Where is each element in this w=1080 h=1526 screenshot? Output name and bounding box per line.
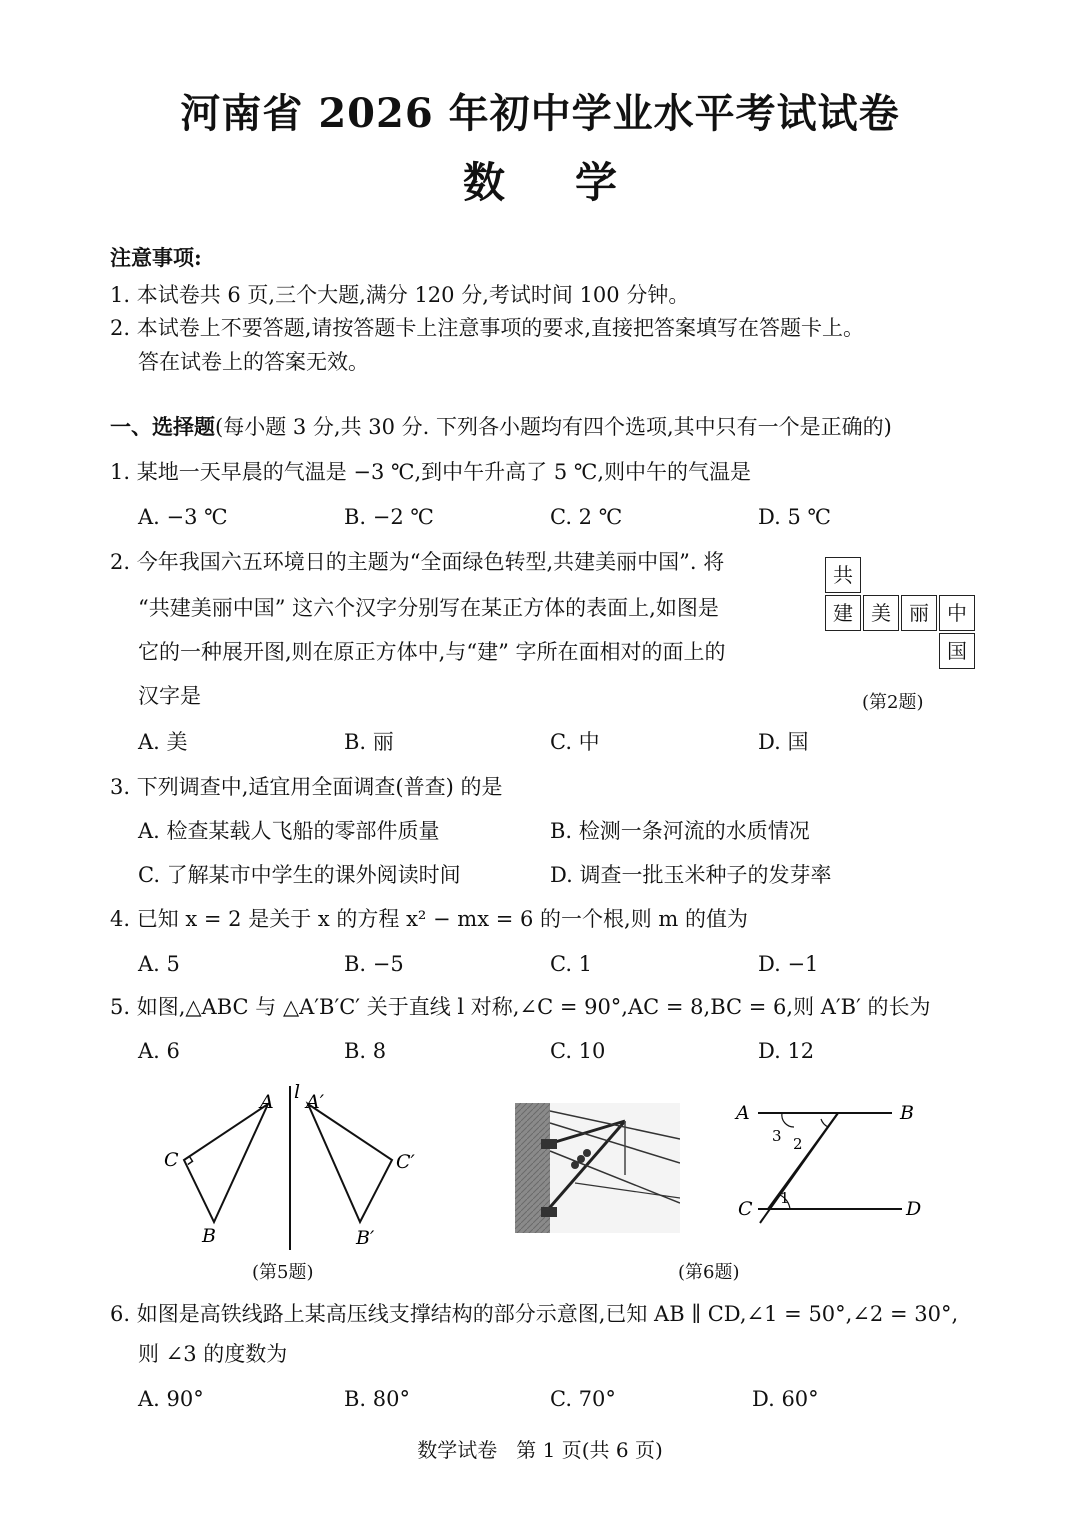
q1-option-c: C. 2 ℃ (550, 505, 623, 529)
q5-option-c: C. 10 (550, 1039, 606, 1063)
q2-figure-caption: (第2题) (862, 692, 924, 713)
net-cell-gong: 共 (825, 557, 861, 593)
q2-stem-line3: 它的一种展开图,则在原正方体中,与“建” 字所在面相对的面上的 (138, 640, 726, 664)
q2-option-b: B. 丽 (344, 730, 394, 754)
q2-stem-line2: “共建美丽中国” 这六个汉字分别写在某正方体的表面上,如图是 (138, 596, 719, 620)
net-cell-jian: 建 (825, 595, 861, 631)
label-b: B (202, 1225, 216, 1247)
label-b-prime: B′ (356, 1227, 375, 1249)
label-b: B (900, 1102, 914, 1124)
q4-stem: 4. 已知 x = 2 是关于 x 的方程 x² − mx = 6 的一个根,则 m 的值为 (110, 907, 748, 931)
q1-option-b: B. −2 ℃ (344, 505, 434, 529)
q5-figure-triangles (150, 1078, 450, 1258)
q5-option-b: B. 8 (344, 1039, 387, 1063)
net-cell-li: 丽 (901, 595, 937, 631)
q5-stem: 5. 如图,△ABC 与 △A′B′C′ 关于直线 l 对称,∠C = 90°,AC = 8,BC = 6,则 A′B′ 的长为 (110, 995, 931, 1019)
q6-option-c: C. 70° (550, 1387, 616, 1411)
q1-option-d: D. 5 ℃ (758, 505, 831, 529)
triangle-abc (184, 1104, 268, 1222)
q2-option-a: A. 美 (138, 730, 188, 754)
q4-option-b: B. −5 (344, 952, 404, 976)
q4-option-a: A. 5 (138, 952, 180, 976)
angle-1-label: 1 (780, 1189, 790, 1207)
label-a-prime: A′ (306, 1091, 325, 1113)
q4-option-d: D. −1 (758, 952, 819, 976)
q2-stem-line4: 汉字是 (138, 684, 201, 708)
label-c-prime: C′ (396, 1151, 415, 1173)
label-c: C (164, 1149, 179, 1171)
section1-desc: (每小题 3 分,共 30 分. 下列各小题均有四个选项,其中只有一个是正确的) (215, 415, 892, 439)
q4-option-c: C. 1 (550, 952, 593, 976)
label-c: C (738, 1198, 753, 1220)
q6-option-b: B. 80° (344, 1387, 411, 1411)
q6-figure-parallel-lines (730, 1097, 930, 1227)
q2-option-c: C. 中 (550, 730, 600, 754)
q2-option-d: D. 国 (758, 730, 809, 754)
label-d: D (906, 1198, 922, 1220)
q5-figure-caption: (第5题) (252, 1262, 314, 1283)
q6-stem-line1: 6. 如图是高铁线路上某高压线支撑结构的部分示意图,已知 AB ∥ CD,∠1 = 50°,∠2 = 30°, (110, 1302, 959, 1326)
q3-option-d: D. 调查一批玉米种子的发芽率 (550, 863, 832, 887)
subject-title: 数学 (462, 158, 687, 207)
q3-stem: 3. 下列调查中,适宜用全面调查(普查) 的是 (110, 775, 503, 799)
label-l: l (294, 1081, 301, 1103)
q5-option-a: A. 6 (138, 1039, 180, 1063)
triangle-a-prime-b-prime-c-prime (308, 1104, 392, 1222)
exam-title: 河南省 2026 年初中学业水平考试试卷 (180, 90, 900, 137)
net-cell-mei: 美 (863, 595, 899, 631)
q6-stem-line2: 则 ∠3 的度数为 (138, 1342, 288, 1366)
page-footer: 数学试卷 第 1 页(共 6 页) (417, 1438, 663, 1462)
q1-stem: 1. 某地一天早晨的气温是 −3 ℃,到中午升高了 5 ℃,则中午的气温是 (110, 460, 752, 484)
net-cell-guo: 国 (939, 633, 975, 669)
q5-option-d: D. 12 (758, 1039, 815, 1063)
q3-option-b: B. 检测一条河流的水质情况 (550, 819, 810, 843)
q3-option-a: A. 检查某载人飞船的零部件质量 (138, 819, 440, 843)
section1-header (110, 413, 892, 441)
notice-item-1: 1. 本试卷共 6 页,三个大题,满分 120 分,考试时间 100 分钟。 (110, 283, 690, 307)
q2-stem-line1: 2. 今年我国六五环境日的主题为“全面绿色转型,共建美丽中国”. 将 (110, 550, 725, 574)
q6-support-structure-photo (515, 1103, 680, 1233)
q3-option-c: C. 了解某市中学生的课外阅读时间 (138, 863, 461, 887)
notice-item-2: 2. 本试卷上不要答题,请按答题卡上注意事项的要求,直接把答案填写在答题卡上。 (110, 316, 865, 340)
label-a: A (260, 1091, 274, 1113)
section1-heading: 一、选择题 (110, 414, 215, 439)
net-cell-zhong: 中 (939, 595, 975, 631)
notice-item-2-cont: 答在试卷上的答案无效。 (138, 350, 369, 374)
angle-3-label: 3 (772, 1127, 782, 1145)
q1-option-a: A. −3 ℃ (138, 505, 228, 529)
q6-figure-caption: (第6题) (678, 1262, 740, 1283)
q6-option-d: D. 60° (752, 1387, 819, 1411)
angle-2-label: 2 (793, 1135, 803, 1153)
notice-heading: 注意事项: (110, 245, 202, 270)
q6-option-a: A. 90° (138, 1387, 204, 1411)
label-a: A (736, 1102, 750, 1124)
